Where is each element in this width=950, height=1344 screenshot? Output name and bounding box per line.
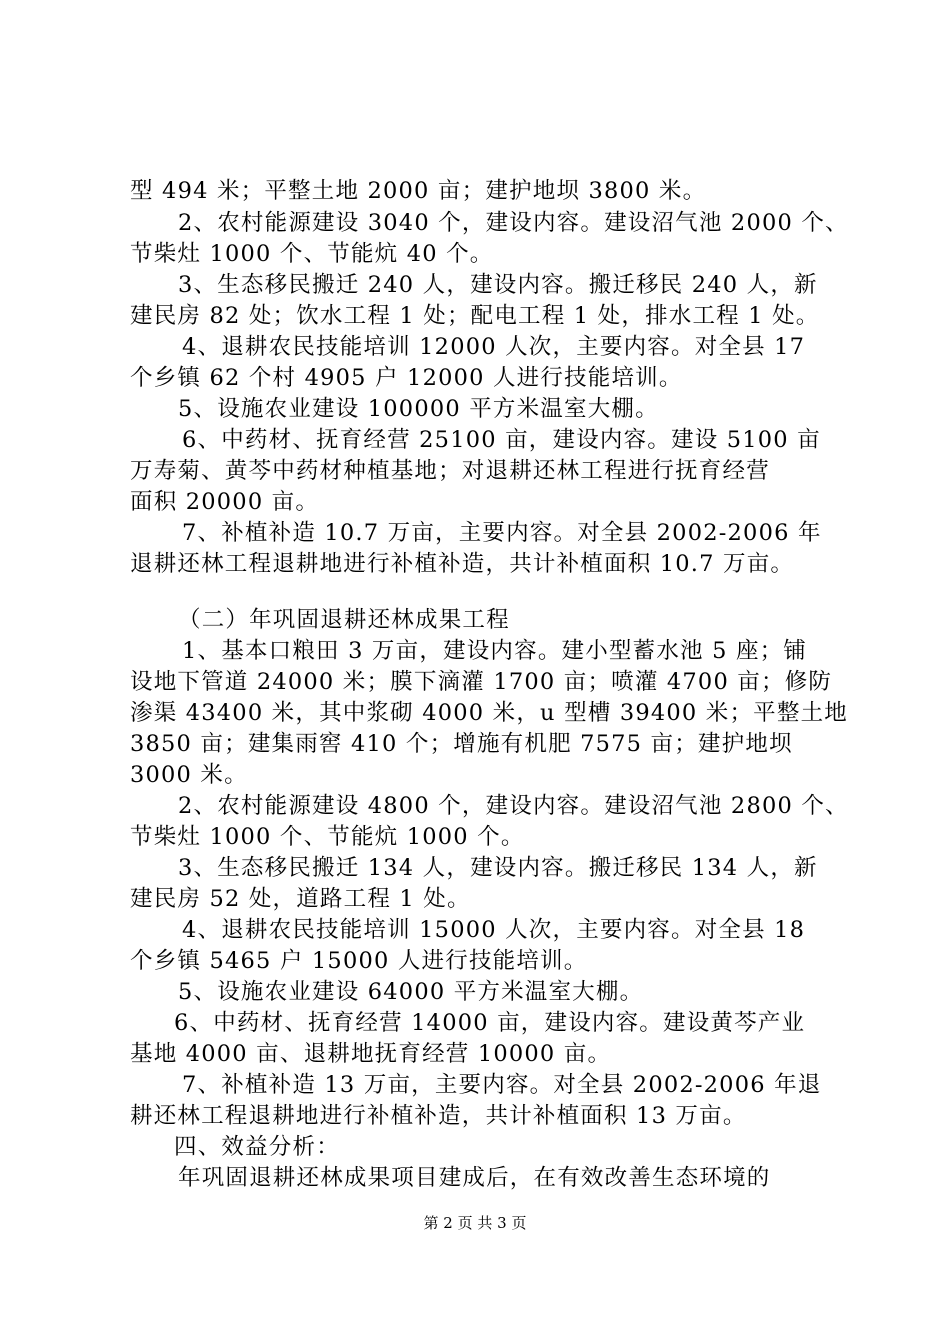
text-line: 2、农村能源建设 4800 个，建设内容。建设沼气池 2800 个、 (178, 793, 849, 819)
text-line: 节柴灶 1000 个、节能炕 1000 个。 (130, 824, 525, 850)
page-number-label: 第 2 页 共 3 页 (423, 1214, 527, 1232)
text-line: 6、中药材、抚育经营 25100 亩，建设内容。建设 5100 亩 (182, 427, 821, 453)
text-line: 个乡镇 5465 户 15000 人进行技能培训。 (130, 948, 588, 974)
page-footer (0, 1213, 950, 1233)
text-line: 渗渠 43400 米，其中浆砌 4000 米，u 型槽 39400 米；平整土地 (130, 700, 848, 726)
text-line: 1、基本口粮田 3 万亩，建设内容。建小型蓄水池 5 座；铺 (182, 638, 808, 664)
text-line: 建民房 52 处，道路工程 1 处。 (130, 886, 471, 912)
text-line: 退耕还林工程退耕地进行补植补造，共计补植面积 10.7 万亩。 (130, 551, 795, 577)
text-line: 6、中药材、抚育经营 14000 亩，建设内容。建设黄芩产业 (174, 1010, 806, 1036)
text-line: 3000 米。 (130, 762, 248, 788)
text-line: 3850 亩；建集雨窖 410 个；增施有机肥 7575 亩；建护地坝 (130, 731, 793, 757)
section-heading: 四、效益分析： (174, 1134, 340, 1160)
text-line: 7、补植补造 13 万亩，主要内容。对全县 2002-2006 年退 (182, 1072, 822, 1098)
text-line: 年巩固退耕还林成果项目建成后，在有效改善生态环境的 (178, 1165, 771, 1191)
text-line: 个乡镇 62 个村 4905 户 12000 人进行技能培训。 (130, 365, 683, 391)
section-heading: （二）年巩固退耕还林成果工程 (178, 607, 510, 633)
text-line: 面积 20000 亩。 (130, 489, 320, 515)
text-line: 2、农村能源建设 3040 个，建设内容。建设沼气池 2000 个、 (178, 210, 849, 236)
text-line: 5、设施农业建设 100000 平方米温室大棚。 (178, 396, 659, 422)
text-line: 3、生态移民搬迁 240 人，建设内容。搬迁移民 240 人，新 (178, 272, 818, 298)
text-line: 万寿菊、黄芩中药材种植基地；对退耕还林工程进行抚育经营 (130, 458, 770, 484)
text-line: 基地 4000 亩、退耕地抚育经营 10000 亩。 (130, 1041, 612, 1067)
text-line: 4、退耕农民技能培训 12000 人次，主要内容。对全县 17 (182, 334, 806, 360)
text-line: 设地下管道 24000 米；膜下滴灌 1700 亩；喷灌 4700 亩；修防 (130, 669, 833, 695)
text-line: 耕还林工程退耕地进行补植补造，共计补植面积 13 万亩。 (130, 1103, 747, 1129)
text-line: 5、设施农业建设 64000 平方米温室大棚。 (178, 979, 644, 1005)
text-line: 3、生态移民搬迁 134 人，建设内容。搬迁移民 134 人，新 (178, 855, 818, 881)
text-line: 4、退耕农民技能培训 15000 人次，主要内容。对全县 18 (182, 917, 806, 943)
text-line: 型 494 米；平整土地 2000 亩；建护地坝 3800 米。 (130, 178, 707, 204)
text-line: 7、补植补造 10.7 万亩，主要内容。对全县 2002-2006 年 (182, 520, 822, 546)
text-line: 节柴灶 1000 个、节能炕 40 个。 (130, 241, 494, 267)
text-line: 建民房 82 处；饮水工程 1 处；配电工程 1 处，排水工程 1 处。 (130, 303, 820, 329)
